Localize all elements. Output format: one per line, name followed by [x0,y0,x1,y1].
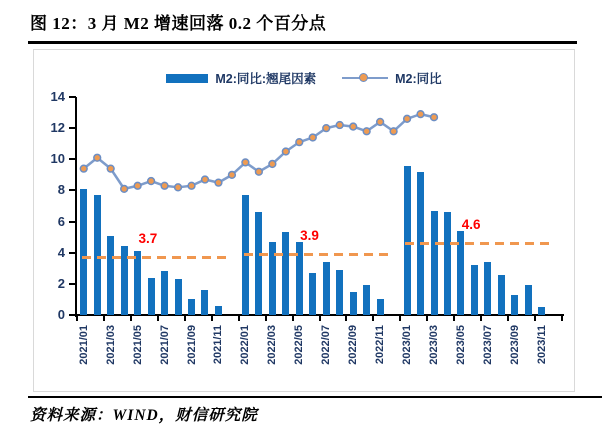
line-marker [255,168,262,175]
x-axis-label-text: 2023/09 [508,325,521,365]
x-axis-label [509,321,523,379]
x-axis-label-text: 2023/05 [454,325,467,365]
footer-rule [28,396,602,398]
x-axis-label [428,321,442,379]
bar-m2-carryover [444,212,451,315]
x-axis-label-text: 2021/01 [77,325,90,365]
x-axis-label [212,321,226,379]
y-axis-label: 2 [57,275,65,291]
bar-m2-carryover [255,212,262,315]
y-axis-label: 10 [50,151,65,167]
bar-m2-carryover [336,270,343,315]
y-axis-tick [69,283,76,285]
average-value-label: 3.7 [138,231,158,247]
x-axis-label-text: 2022/11 [374,325,387,365]
bar-m2-carryover [188,299,195,315]
bar-m2-carryover [107,236,114,315]
bar-m2-carryover [498,275,505,315]
x-axis-label [293,321,307,379]
bar-m2-carryover [201,290,208,315]
x-axis-label [186,321,200,379]
bar-m2-carryover [431,211,438,315]
bar-m2-carryover [538,307,545,315]
line-marker [336,122,343,129]
line-marker [377,119,384,126]
bar-m2-carryover [215,306,222,315]
line-marker [188,182,195,189]
line-marker [350,123,357,130]
x-axis-label-text: 2023/03 [428,325,440,365]
x-axis-label-text: 2023/01 [401,325,414,365]
x-axis-label [455,321,469,379]
x-axis-label-text: 2023/07 [481,325,494,365]
bar-m2-carryover [148,278,155,315]
average-dashed-line [82,256,230,259]
y-axis-tick [69,252,76,254]
line-marker [417,111,424,118]
y-axis-label: 4 [57,244,65,260]
bar-m2-carryover [282,232,289,315]
bar-m2-carryover [323,262,330,315]
line-marker [431,114,438,121]
bar-m2-carryover [525,285,532,315]
x-axis-tick [561,315,563,321]
line-marker [202,176,209,183]
line-marker [134,182,141,189]
x-axis-label-text: 2021/03 [104,325,117,365]
x-axis-label-text: 2021/05 [131,325,144,365]
line-marker [229,171,236,178]
x-axis-label [320,321,334,379]
bar-m2-carryover [134,251,141,315]
bar-m2-carryover [161,271,168,315]
x-axis-label-text: 2021/09 [185,325,198,365]
x-axis-label [482,321,496,379]
x-axis-label-text: 2022/09 [347,325,360,365]
x-axis-label [239,321,253,379]
line-marker [404,115,411,122]
line-marker [107,165,114,172]
x-axis-label [78,321,92,379]
y-axis-label: 0 [57,307,65,322]
bar-m2-carryover [484,262,491,315]
x-axis-label [374,321,388,379]
line-marker [282,148,289,155]
y-axis-tick [69,314,76,316]
line-marker [80,165,87,172]
y-axis-label: 8 [57,182,65,198]
source-note: 资料来源：WIND，财信研究院 [30,407,258,424]
average-dashed-line [405,242,553,245]
line-marker [161,182,168,189]
legend-label-bar-series: M2:同比:翘尾因素 [215,72,317,86]
x-axis-label-text: 2021/07 [158,325,171,365]
x-axis-label [401,321,415,379]
y-axis-tick [69,96,76,98]
bar-m2-carryover [80,189,87,315]
y-axis-label: 6 [57,213,65,229]
x-axis-label-text: 2022/05 [293,325,306,365]
y-axis-tick [69,127,76,129]
bar-m2-carryover [471,265,478,315]
figure-title: 图 12：3 月 M2 增速回落 0.2 个百分点 [30,14,327,33]
x-axis-label-text: 2022/07 [320,325,333,365]
x-axis-label-text: 2022/03 [266,325,279,365]
average-dashed-line [244,253,392,256]
bar-m2-carryover [309,273,316,315]
bar-m2-carryover [377,299,384,315]
bar-m2-carryover [511,295,518,315]
m2-yoy-line [84,114,434,189]
line-marker [148,178,155,185]
line-marker [390,128,397,135]
average-value-label: 4.6 [461,217,481,233]
y-axis-label: 14 [50,89,65,104]
bar-m2-carryover [404,166,411,315]
y-axis-label: 12 [50,120,65,136]
line-marker [215,179,222,186]
y-axis-tick [69,158,76,160]
line-marker [296,139,303,146]
line-marker [363,128,370,135]
line-marker [121,185,128,192]
bar-m2-carryover [350,292,357,315]
line-marker [269,161,276,168]
average-value-label: 3.9 [300,228,319,244]
line-marker [242,159,249,166]
bar-m2-carryover [175,279,182,315]
x-axis-label [159,321,173,379]
y-axis-tick [69,221,76,223]
x-axis-label [132,321,146,379]
bar-m2-carryover [363,285,370,315]
line-marker [323,125,330,132]
y-axis-tick [69,189,76,191]
x-axis-label-text: 2021/11 [212,325,225,365]
x-axis-label-text: 2022/01 [239,325,252,365]
x-axis-label [347,321,361,379]
line-marker [94,154,101,161]
line-marker [309,134,316,141]
x-axis-label [536,321,550,379]
x-axis-label [105,321,119,379]
x-axis-label [266,321,280,379]
line-marker [175,184,182,191]
x-axis-label-text: 2023/11 [535,325,548,365]
legend-label-line-series: M2:同比 [395,72,442,86]
